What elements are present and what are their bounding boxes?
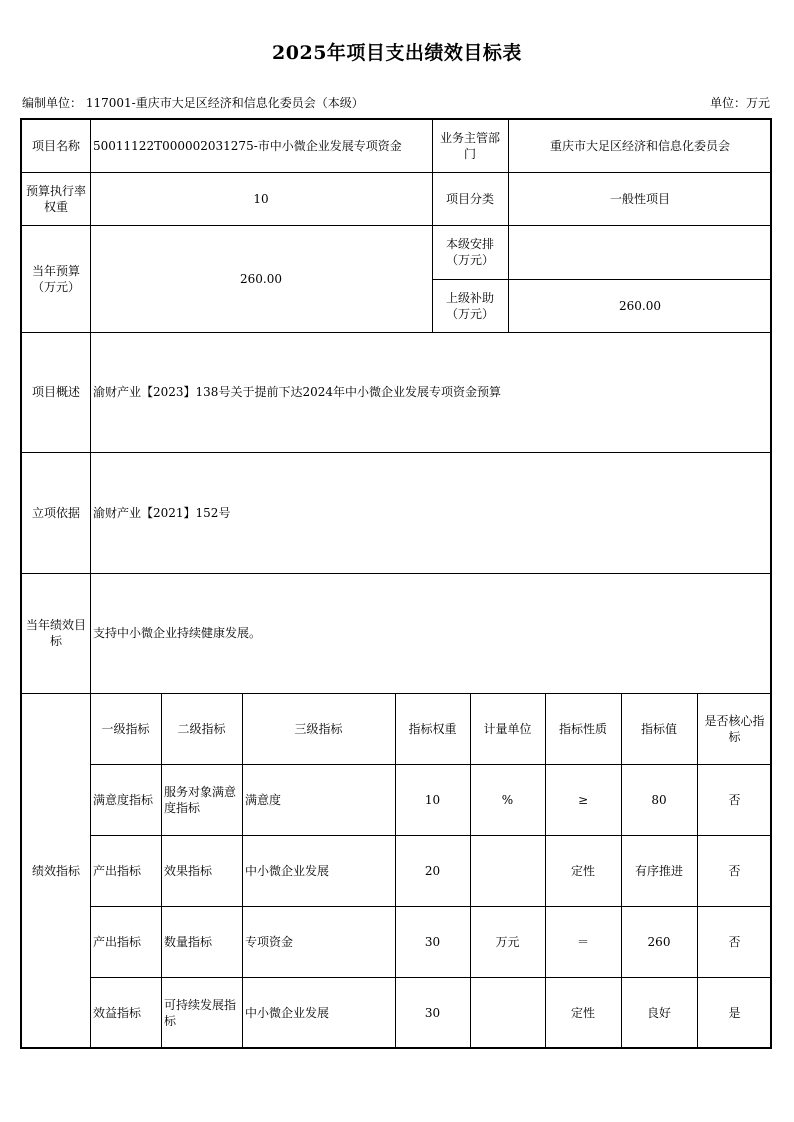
row1-weight: 10 <box>424 792 441 807</box>
superior-label: 上级补助（万元） <box>445 290 494 321</box>
header-core: 是否核心指标 <box>704 713 765 744</box>
dept-value: 重庆市大足区经济和信息化委员会 <box>549 139 730 153</box>
budget-label: 当年预算（万元） <box>31 263 80 294</box>
row1-level3: 满意度 <box>245 792 282 807</box>
header-unit: 计量单位 <box>483 721 532 736</box>
row4-core: 是 <box>728 1006 741 1020</box>
row2-unit <box>470 835 545 906</box>
row2-nature: 定性 <box>570 863 595 878</box>
row4-weight: 30 <box>424 1006 441 1020</box>
overview-label: 项目概述 <box>31 385 80 399</box>
row1-nature: ≥ <box>577 792 589 807</box>
row2-core: 否 <box>728 863 741 878</box>
row3-level3: 专项资金 <box>245 934 294 949</box>
compiling-unit-label: 编制单位： <box>22 96 83 110</box>
row1-level1: 满意度指标 <box>93 792 154 807</box>
project-name-label: 项目名称 <box>31 139 80 153</box>
row4-level2: 可持续发展指标 <box>164 998 237 1028</box>
category-label: 项目分类 <box>445 191 494 206</box>
row2-level2: 效果指标 <box>164 863 213 878</box>
row2-value: 有序推进 <box>634 863 683 878</box>
row4-level3: 中小微企业发展 <box>245 1006 330 1020</box>
row3-weight: 30 <box>424 934 441 949</box>
header-weight: 指标权重 <box>408 721 457 736</box>
row3-nature: ＝ <box>576 934 589 949</box>
row1-level2: 服务对象满意度指标 <box>164 784 237 815</box>
category-value: 一般性项目 <box>609 191 670 206</box>
row2-level3: 中小微企业发展 <box>245 863 330 878</box>
header-level2: 二级指标 <box>177 721 226 736</box>
compiling-unit-value: 117001-重庆市大足区经济和信息化委员会（本级） <box>85 96 364 110</box>
row1-value: 80 <box>651 792 667 807</box>
exec-weight-value: 10 <box>253 191 269 206</box>
performance-goal-table <box>20 118 772 1049</box>
budget-value: 260.00 <box>240 271 282 286</box>
overview-value: 渝财产业【2023】138号关于提前下达2024年中小微企业发展专项资金预算 <box>93 385 501 399</box>
row4-level1: 效益指标 <box>93 1006 142 1020</box>
header-level3: 三级指标 <box>294 721 343 736</box>
row2-level1: 产出指标 <box>93 863 142 878</box>
header-nature: 指标性质 <box>558 721 607 736</box>
basis-value: 渝财产业【2021】152号 <box>93 505 231 520</box>
basis-label: 立项依据 <box>31 505 80 520</box>
page-title: 2025年项目支出绩效目标表 <box>272 42 522 64</box>
local-label: 本级安排（万元） <box>445 237 494 267</box>
currency-unit: 单位：万元 <box>709 96 770 110</box>
exec-weight-label: 预算执行率权重 <box>25 183 86 214</box>
row3-level1: 产出指标 <box>93 934 142 949</box>
compiling-unit <box>22 94 364 111</box>
superior-value: 260.00 <box>619 298 661 313</box>
row4-value: 良好 <box>646 1006 671 1020</box>
local-value <box>508 225 772 279</box>
project-name-value: 50011122T000002031275-市中小微企业发展专项资金 <box>93 139 402 153</box>
goal-label: 当年绩效目标 <box>26 618 87 648</box>
row1-core: 否 <box>728 792 741 807</box>
row3-value: 260 <box>647 934 671 949</box>
row3-level2: 数量指标 <box>164 934 213 949</box>
indicators-label: 绩效指标 <box>31 864 80 878</box>
header-value: 指标值 <box>640 721 677 736</box>
dept-label: 业务主管部门 <box>440 131 501 161</box>
row4-nature: 定性 <box>570 1006 595 1020</box>
goal-value: 支持中小微企业持续健康发展。 <box>93 626 262 640</box>
row2-weight: 20 <box>424 863 441 878</box>
row1-unit: % <box>501 792 514 807</box>
row3-core: 否 <box>728 934 741 949</box>
row4-unit <box>470 977 545 1049</box>
row3-unit: 万元 <box>495 934 520 949</box>
header-level1: 一级指标 <box>101 721 150 736</box>
